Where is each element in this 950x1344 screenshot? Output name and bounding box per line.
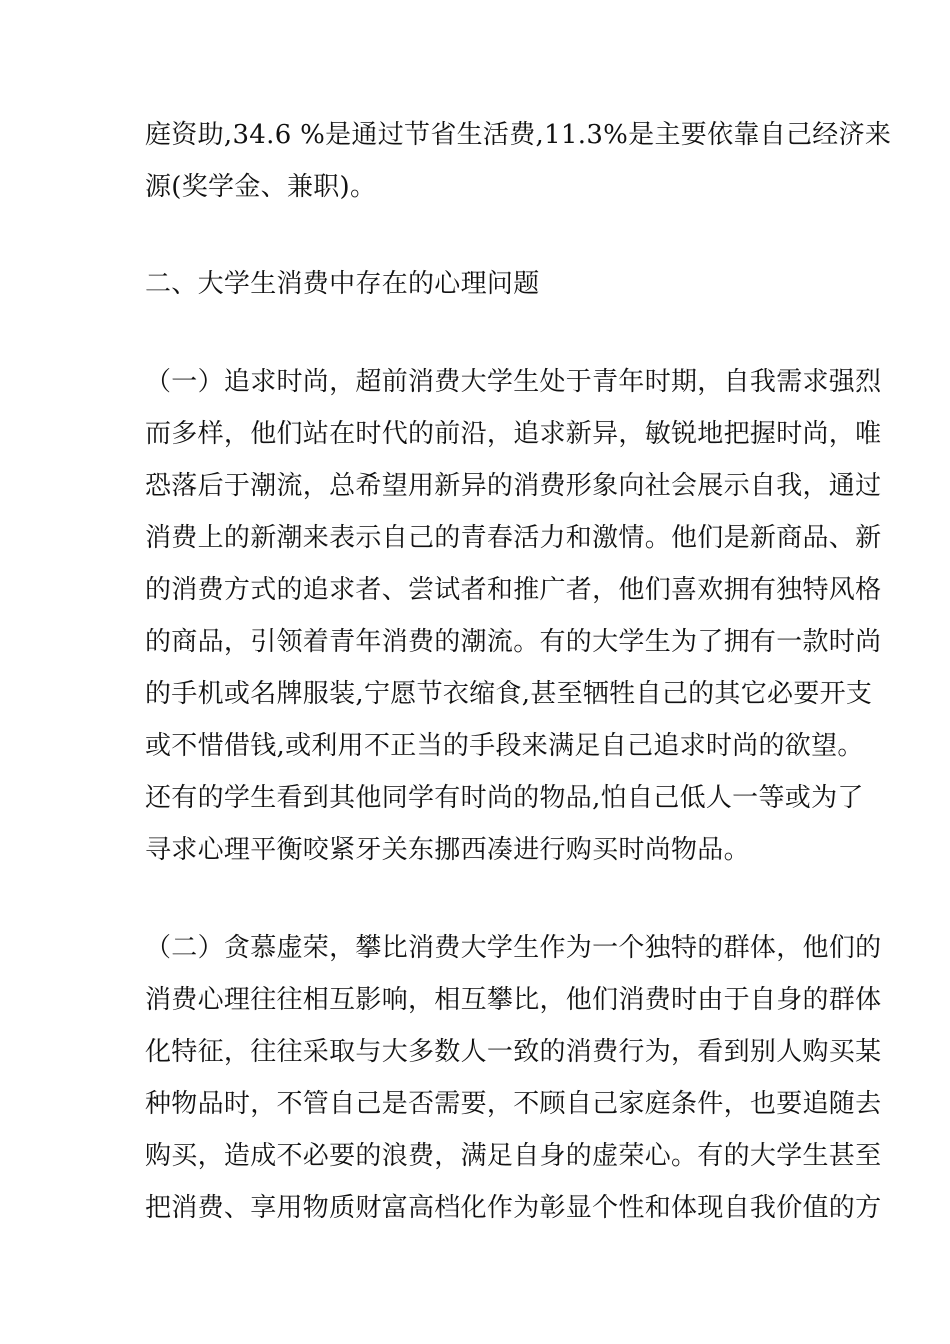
paragraph-2-line-10: 寻求心理平衡咬紧牙关东挪西凑进行购买时尚物品。 bbox=[145, 835, 750, 865]
paragraph-2-line-2: 而多样，他们站在时代的前沿，追求新异，敏锐地把握时尚，唯 bbox=[145, 419, 882, 449]
paragraph-2-line-9: 还有的学生看到其他同学有时尚的物品,怕自己低人一等或为了 bbox=[145, 783, 864, 813]
paragraph-1-line-1: 庭资助,34.6 %是通过节省生活费,11.3%是主要依靠自己经济来 bbox=[145, 120, 892, 150]
paragraph-2-line-5: 的消费方式的追求者、尝试者和推广者，他们喜欢拥有独特风格 bbox=[145, 575, 882, 605]
paragraph-2-line-6: 的商品，引领着青年消费的潮流。有的大学生为了拥有一款时尚 bbox=[145, 627, 882, 657]
paragraph-3-line-5: 购买，造成不必要的浪费，满足自身的虚荣心。有的大学生甚至 bbox=[145, 1141, 882, 1171]
paragraph-3-line-3: 化特征，往往采取与大多数人一致的消费行为，看到别人购买某 bbox=[145, 1037, 882, 1067]
paragraph-3-line-2: 消费心理往往相互影响，相互攀比，他们消费时由于自身的群体 bbox=[145, 985, 882, 1015]
paragraph-2-line-7: 的手机或名牌服装,宁愿节衣缩食,甚至牺牲自己的其它必要开支 bbox=[145, 679, 873, 709]
paragraph-1-line-2: 源(奖学金、兼职)。 bbox=[145, 172, 377, 202]
paragraph-3-line-4: 种物品时，不管自己是否需要，不顾自己家庭条件，也要追随去 bbox=[145, 1089, 882, 1119]
paragraph-3-line-1: （二）贪慕虚荣，攀比消费大学生作为一个独特的群体，他们的 bbox=[145, 933, 882, 963]
paragraph-2-line-1: （一）追求时尚，超前消费大学生处于青年时期，自我需求强烈 bbox=[145, 367, 882, 397]
paragraph-2-line-8: 或不惜借钱,或利用不正当的手段来满足自己追求时尚的欲望。 bbox=[145, 731, 864, 761]
section-heading: 二、大学生消费中存在的心理问题 bbox=[145, 269, 540, 299]
paragraph-3-line-6: 把消费、享用物质财富高档化作为彰显个性和体现自我价值的方 bbox=[145, 1193, 882, 1223]
paragraph-2-line-3: 恐落后于潮流，总希望用新异的消费形象向社会展示自我，通过 bbox=[145, 471, 882, 501]
paragraph-2-line-4: 消费上的新潮来表示自己的青春活力和激情。他们是新商品、新 bbox=[145, 523, 882, 553]
